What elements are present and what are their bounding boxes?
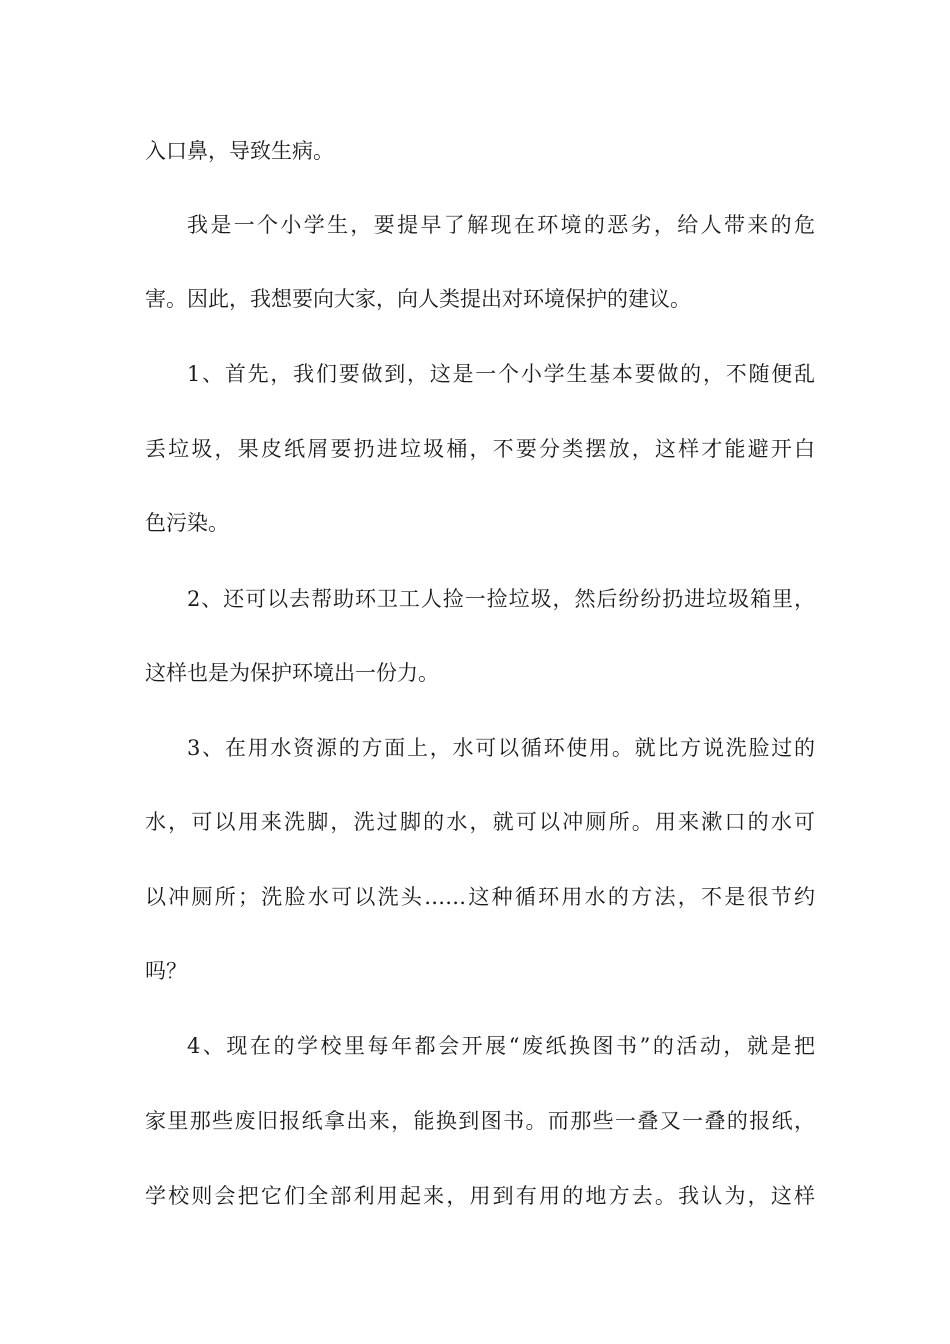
paragraph-line: 学校则会把它们全部利用起来，用到有用的地方去。我认为，这样 <box>145 1184 815 1208</box>
paragraph-line: 害。因此，我想要向大家，向人类提出对环境保护的建议。 <box>145 287 691 311</box>
paragraph-line: 3、在用水资源的方面上，水可以循环使用。就比方说洗脸过的 <box>187 736 815 760</box>
paragraph-line: 1、首先，我们要做到，这是一个小学生基本要做的，不随便乱 <box>187 362 815 386</box>
paragraph-line: 丢垃圾，果皮纸屑要扔进垃圾桶，不要分类摆放，这样才能避开白 <box>145 437 815 461</box>
paragraph-line: 这样也是为保护环境出一份力。 <box>145 661 439 685</box>
paragraph-line: 入口鼻，导致生病。 <box>145 139 334 163</box>
paragraph-line: 吗？ <box>145 959 187 983</box>
paragraph-line: 水，可以用来洗脚，洗过脚的水，就可以冲厕所。用来漱口的水可 <box>145 810 815 834</box>
paragraph-line: 4、现在的学校里每年都会开展“废纸换图书”的活动，就是把 <box>187 1034 815 1058</box>
paragraph-line: 我是一个小学生，要提早了解现在环境的恶劣，给人带来的危 <box>187 213 815 237</box>
paragraph-line: 家里那些废旧报纸拿出来，能换到图书。而那些一叠又一叠的报纸， <box>145 1109 815 1133</box>
paragraph-line: 以冲厕所；洗脸水可以洗头……这种循环用水的方法，不是很节约 <box>145 885 815 909</box>
paragraph-line: 色污染。 <box>145 511 229 535</box>
paragraph-line: 2、还可以去帮助环卫工人捡一捡垃圾，然后纷纷扔进垃圾箱里， <box>187 587 815 611</box>
